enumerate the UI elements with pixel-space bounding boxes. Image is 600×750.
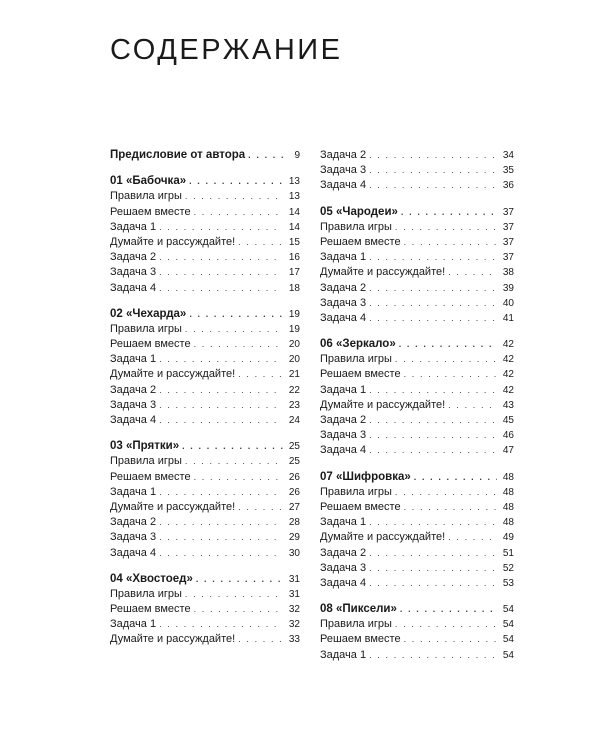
toc-leader-dots xyxy=(182,439,283,454)
toc-page-number: 54 xyxy=(502,634,514,646)
toc-leader-dots xyxy=(369,178,497,193)
toc-leader-dots xyxy=(369,250,497,265)
toc-entry-row xyxy=(320,546,514,561)
toc-page-number: 27 xyxy=(288,501,300,513)
toc-page-number: 42 xyxy=(502,384,514,396)
toc-leader-dots xyxy=(196,572,283,587)
toc-page-number: 25 xyxy=(288,456,300,468)
toc-entry-row xyxy=(320,500,514,515)
toc-leader-dots xyxy=(369,413,497,428)
toc-entry-row xyxy=(110,454,300,469)
toc-entry-row xyxy=(110,485,300,500)
toc-entry-row xyxy=(110,500,300,515)
toc-page-number: 28 xyxy=(288,517,300,529)
toc-page-number: 37 xyxy=(502,221,514,233)
toc-entry-row xyxy=(110,235,300,250)
toc-entry-title: Задача 3 xyxy=(320,429,367,442)
toc-page-number: 32 xyxy=(288,619,300,631)
toc-leader-dots xyxy=(238,632,283,647)
toc-page-number: 9 xyxy=(294,150,300,161)
toc-gap xyxy=(110,428,300,439)
toc-leader-dots xyxy=(414,470,497,485)
toc-chapter-row xyxy=(320,602,514,617)
toc-leader-dots xyxy=(238,367,283,382)
toc-chapter-row xyxy=(110,439,300,454)
toc-page-number: 17 xyxy=(288,267,300,279)
toc-chapter-row xyxy=(320,470,514,485)
toc-entry-row xyxy=(320,428,514,443)
toc-entry-row xyxy=(320,443,514,458)
toc-entry-title: Правила игры xyxy=(110,587,182,600)
toc-entry-row xyxy=(110,470,300,485)
toc-leader-dots xyxy=(369,443,497,458)
toc-leader-dots xyxy=(248,148,283,163)
toc-leader-dots xyxy=(194,205,283,220)
toc-leader-dots xyxy=(400,602,497,617)
toc-entry-row xyxy=(320,413,514,428)
toc-leader-dots xyxy=(399,337,497,352)
toc-entry-row xyxy=(110,322,300,337)
toc-entry-row xyxy=(320,576,514,591)
toc-entry-title: Решаем вместе xyxy=(110,470,191,483)
toc-leader-dots xyxy=(395,617,497,632)
toc-entry-title: Думайте и рассуждайте! xyxy=(320,398,446,411)
toc-entry-title: Задача 2 xyxy=(320,281,367,294)
toc-chapter-row xyxy=(110,148,300,163)
toc-page-number: 38 xyxy=(502,267,514,279)
toc-page-number: 20 xyxy=(288,354,300,366)
toc-chapter-title: 05 «Чародеи» xyxy=(320,205,398,218)
toc-entry-title: Задача 1 xyxy=(110,618,157,631)
toc-leader-dots xyxy=(369,428,497,443)
toc-gap xyxy=(320,591,514,602)
toc-page-number: 23 xyxy=(288,399,300,411)
toc-entry-title: Задача 3 xyxy=(320,561,367,574)
toc-entry-title: Задача 2 xyxy=(110,251,157,264)
toc-entry-title: Думайте и рассуждайте! xyxy=(110,500,236,513)
toc-gap xyxy=(320,459,514,470)
toc-entry-row xyxy=(320,352,514,367)
toc-entry-title: Задача 4 xyxy=(320,444,367,457)
toc-leader-dots xyxy=(395,352,497,367)
toc-entry-row xyxy=(320,648,514,663)
toc-entry-title: Думайте и рассуждайте! xyxy=(320,266,446,279)
toc-entry-row xyxy=(110,546,300,561)
toc-entry-title: Задача 4 xyxy=(110,281,157,294)
toc-page-number: 20 xyxy=(288,339,300,351)
toc-entry-row xyxy=(320,296,514,311)
toc-leader-dots xyxy=(448,265,497,280)
toc-leader-dots xyxy=(401,205,497,220)
toc-entry-title: Задача 2 xyxy=(110,516,157,529)
toc-chapter-row xyxy=(320,337,514,352)
toc-page-number: 54 xyxy=(502,604,514,616)
toc-entry-title: Думайте и рассуждайте! xyxy=(110,633,236,646)
toc-leader-dots xyxy=(159,485,283,500)
toc-leader-dots xyxy=(159,250,283,265)
toc-entry-title: Задача 1 xyxy=(320,383,367,396)
toc-entry-title: Правила игры xyxy=(110,190,182,203)
toc-page-number: 15 xyxy=(288,236,300,248)
toc-page-number: 48 xyxy=(502,501,514,513)
toc-entry-row xyxy=(110,281,300,296)
toc-page-number: 33 xyxy=(288,634,300,646)
toc-page-number: 18 xyxy=(288,282,300,294)
toc-leader-dots xyxy=(369,648,497,663)
toc-entry-row xyxy=(110,337,300,352)
toc-page-number: 51 xyxy=(502,547,514,559)
toc-entry-row xyxy=(110,617,300,632)
toc-page-number: 14 xyxy=(288,206,300,218)
toc-leader-dots xyxy=(369,311,497,326)
toc-entry-title: Задача 1 xyxy=(110,485,157,498)
toc-entry-row xyxy=(110,250,300,265)
toc-page-number: 47 xyxy=(502,445,514,457)
toc-leader-dots xyxy=(404,632,497,647)
toc-page-number: 42 xyxy=(502,369,514,381)
toc-leader-dots xyxy=(404,367,497,382)
toc-entry-title: Задача 1 xyxy=(320,251,367,264)
toc-page-number: 54 xyxy=(502,649,514,661)
toc-entry-title: Решаем вместе xyxy=(320,368,401,381)
toc-page-number: 37 xyxy=(502,206,514,218)
toc-entry-row xyxy=(320,561,514,576)
toc-page-number: 21 xyxy=(288,369,300,381)
toc-leader-dots xyxy=(369,561,497,576)
toc-leader-dots xyxy=(194,470,283,485)
toc-page-number: 25 xyxy=(288,441,300,453)
toc-leader-dots xyxy=(159,413,283,428)
toc-entry-row xyxy=(110,205,300,220)
toc-entry-title: Задача 4 xyxy=(320,179,367,192)
toc-gap xyxy=(110,163,300,174)
toc-entry-title: Решаем вместе xyxy=(320,633,401,646)
toc-leader-dots xyxy=(238,500,283,515)
toc-chapter-title: Предисловие от автора xyxy=(110,149,246,161)
toc-entry-title: Задача 3 xyxy=(110,266,157,279)
toc-leader-dots xyxy=(159,617,283,632)
toc-gap xyxy=(320,194,514,205)
toc-page-number: 31 xyxy=(288,573,300,585)
toc-page-number: 48 xyxy=(502,486,514,498)
toc-chapter-title: 02 «Чехарда» xyxy=(110,307,187,320)
toc-page-number: 52 xyxy=(502,562,514,574)
toc-entry-row xyxy=(110,632,300,647)
toc-page-number: 49 xyxy=(502,532,514,544)
toc-leader-dots xyxy=(369,281,497,296)
toc-page-number: 37 xyxy=(502,236,514,248)
toc-page-number: 45 xyxy=(502,415,514,426)
toc-page-number: 13 xyxy=(288,176,300,188)
toc-entry-title: Задача 2 xyxy=(320,149,367,161)
toc-page-number: 41 xyxy=(502,312,514,324)
toc-gap xyxy=(110,561,300,572)
toc-entry-title: Решаем вместе xyxy=(320,235,401,248)
toc-page-number: 13 xyxy=(288,191,300,203)
toc-page-number: 36 xyxy=(502,180,514,192)
toc-leader-dots xyxy=(369,515,497,530)
toc-leader-dots xyxy=(369,296,497,311)
toc-page-number: 30 xyxy=(288,547,300,559)
toc-page-number: 24 xyxy=(288,415,300,426)
toc-page-number: 35 xyxy=(502,165,514,177)
toc-chapter-title: 01 «Бабочка» xyxy=(110,175,187,188)
page-title: СОДЕРЖАНИЕ xyxy=(110,34,343,66)
toc-page-number: 32 xyxy=(288,604,300,616)
toc-entry-row xyxy=(110,189,300,204)
toc-entry-row xyxy=(110,515,300,530)
toc-leader-dots xyxy=(395,485,497,500)
toc-entry-title: Решаем вместе xyxy=(110,338,191,351)
toc-entry-row xyxy=(110,602,300,617)
toc-page-number: 37 xyxy=(502,252,514,264)
toc-entry-title: Правила игры xyxy=(320,220,392,233)
toc-entry-title: Задача 4 xyxy=(320,311,367,324)
toc-leader-dots xyxy=(159,530,283,545)
toc-entry-row xyxy=(110,352,300,367)
toc-entry-title: Правила игры xyxy=(110,455,182,468)
toc-leader-dots xyxy=(159,515,283,530)
toc-entry-row xyxy=(110,398,300,413)
toc-entry-title: Задача 4 xyxy=(110,546,157,559)
toc-entry-row xyxy=(320,220,514,235)
toc-entry-title: Задача 3 xyxy=(320,164,367,177)
toc-leader-dots xyxy=(369,163,497,178)
toc-leader-dots xyxy=(159,281,283,296)
toc-leader-dots xyxy=(189,307,283,322)
toc-chapter-row xyxy=(320,205,514,220)
toc-entry-title: Задача 1 xyxy=(110,220,157,233)
toc-leader-dots xyxy=(404,500,497,515)
toc-chapter-row xyxy=(110,174,300,189)
toc-entry-title: Думайте и рассуждайте! xyxy=(320,531,446,544)
toc-leader-dots xyxy=(185,189,283,204)
toc-page-number: 22 xyxy=(288,384,300,396)
toc-leader-dots xyxy=(369,576,497,591)
toc-leader-dots xyxy=(185,322,283,337)
toc-entry-title: Задача 3 xyxy=(110,531,157,544)
toc-entry-row xyxy=(320,485,514,500)
toc-entry-row xyxy=(320,367,514,382)
toc-entry-title: Решаем вместе xyxy=(110,603,191,616)
toc-leader-dots xyxy=(395,220,497,235)
toc-page-number: 19 xyxy=(288,323,300,335)
toc-entry-row xyxy=(110,220,300,235)
toc-leader-dots xyxy=(404,235,497,250)
toc-chapter-title: 03 «Прятки» xyxy=(110,440,180,453)
toc-page-number: 26 xyxy=(288,486,300,498)
toc-entry-row xyxy=(320,632,514,647)
toc-page-number: 34 xyxy=(502,150,514,161)
toc-entry-title: Решаем вместе xyxy=(320,500,401,513)
toc-chapter-title: 06 «Зеркало» xyxy=(320,338,396,351)
toc-leader-dots xyxy=(189,174,283,189)
toc-page-number: 46 xyxy=(502,430,514,442)
toc-chapter-title: 07 «Шифровка» xyxy=(320,470,411,483)
toc-chapter-title: 04 «Хвостоед» xyxy=(110,572,193,585)
toc-entry-row xyxy=(320,530,514,545)
toc-entry-row xyxy=(320,265,514,280)
toc-leader-dots xyxy=(369,383,497,398)
toc-leader-dots xyxy=(159,265,283,280)
toc-leader-dots xyxy=(159,352,283,367)
toc-entry-row xyxy=(320,515,514,530)
toc-entry-title: Правила игры xyxy=(320,485,392,498)
toc-page-number: 29 xyxy=(288,532,300,544)
toc-page-number: 39 xyxy=(502,282,514,294)
toc-page-number: 14 xyxy=(288,221,300,233)
toc-entry-row xyxy=(320,398,514,413)
toc-leader-dots xyxy=(369,546,497,561)
toc-entry-row xyxy=(110,587,300,602)
toc-entry-title: Думайте и рассуждайте! xyxy=(110,235,236,248)
toc-entry-row xyxy=(110,530,300,545)
toc-leader-dots xyxy=(159,398,283,413)
toc-gap xyxy=(320,326,514,337)
toc-page-number: 26 xyxy=(288,471,300,483)
toc-leader-dots xyxy=(448,398,497,413)
toc-column-right xyxy=(320,148,514,663)
toc-page-number: 48 xyxy=(502,471,514,483)
toc-leader-dots xyxy=(185,454,283,469)
toc-entry-row xyxy=(320,163,514,178)
toc-page-number: 16 xyxy=(288,252,300,264)
toc-leader-dots xyxy=(159,546,283,561)
toc-entry-title: Задача 1 xyxy=(320,648,367,661)
toc-entry-row xyxy=(110,367,300,382)
toc-page-number: 42 xyxy=(502,354,514,366)
toc-entry-title: Задача 2 xyxy=(110,383,157,396)
toc-leader-dots xyxy=(185,587,283,602)
toc-entry-row xyxy=(110,265,300,280)
toc-page-number: 54 xyxy=(502,619,514,631)
toc-entry-row xyxy=(110,413,300,428)
toc-entry-title: Решаем вместе xyxy=(110,205,191,218)
toc-chapter-title: 08 «Пиксели» xyxy=(320,603,397,616)
toc-entry-title: Задача 3 xyxy=(110,398,157,411)
toc-entry-title: Задача 3 xyxy=(320,296,367,309)
toc-leader-dots xyxy=(159,383,283,398)
toc-chapter-row xyxy=(110,572,300,587)
toc-entry-title: Задача 1 xyxy=(110,353,157,366)
toc-entry-row xyxy=(320,250,514,265)
toc-column-left xyxy=(110,148,300,648)
toc-entry-row xyxy=(320,311,514,326)
toc-leader-dots xyxy=(194,602,283,617)
toc-entry-title: Задача 4 xyxy=(110,414,157,426)
toc-leader-dots xyxy=(159,220,283,235)
toc-leader-dots xyxy=(194,337,283,352)
toc-entry-row xyxy=(320,235,514,250)
toc-page-number: 43 xyxy=(502,399,514,411)
toc-entry-row xyxy=(320,281,514,296)
toc-page-number: 40 xyxy=(502,297,514,309)
toc-entry-title: Правила игры xyxy=(320,353,392,366)
toc-entry-row xyxy=(320,178,514,193)
toc-leader-dots xyxy=(369,148,497,163)
toc-entry-title: Задача 4 xyxy=(320,576,367,589)
toc-entry-row xyxy=(320,383,514,398)
toc-entry-row xyxy=(110,383,300,398)
toc-entry-row xyxy=(320,617,514,632)
toc-entry-title: Думайте и рассуждайте! xyxy=(110,368,236,381)
toc-gap xyxy=(110,296,300,307)
toc-entry-title: Задача 1 xyxy=(320,516,367,529)
toc-page-number: 31 xyxy=(288,588,300,600)
toc-entry-title: Правила игры xyxy=(110,322,182,335)
toc-page-number: 19 xyxy=(288,308,300,320)
toc-leader-dots xyxy=(448,530,497,545)
toc-entry-title: Задача 2 xyxy=(320,414,367,426)
toc-entry-row xyxy=(320,148,514,163)
toc-page-number: 48 xyxy=(502,517,514,529)
toc-page-number: 53 xyxy=(502,577,514,589)
toc-leader-dots xyxy=(238,235,283,250)
toc-entry-title: Задача 2 xyxy=(320,546,367,559)
toc-chapter-row xyxy=(110,307,300,322)
toc-page-number: 42 xyxy=(502,339,514,351)
toc-entry-title: Правила игры xyxy=(320,618,392,631)
